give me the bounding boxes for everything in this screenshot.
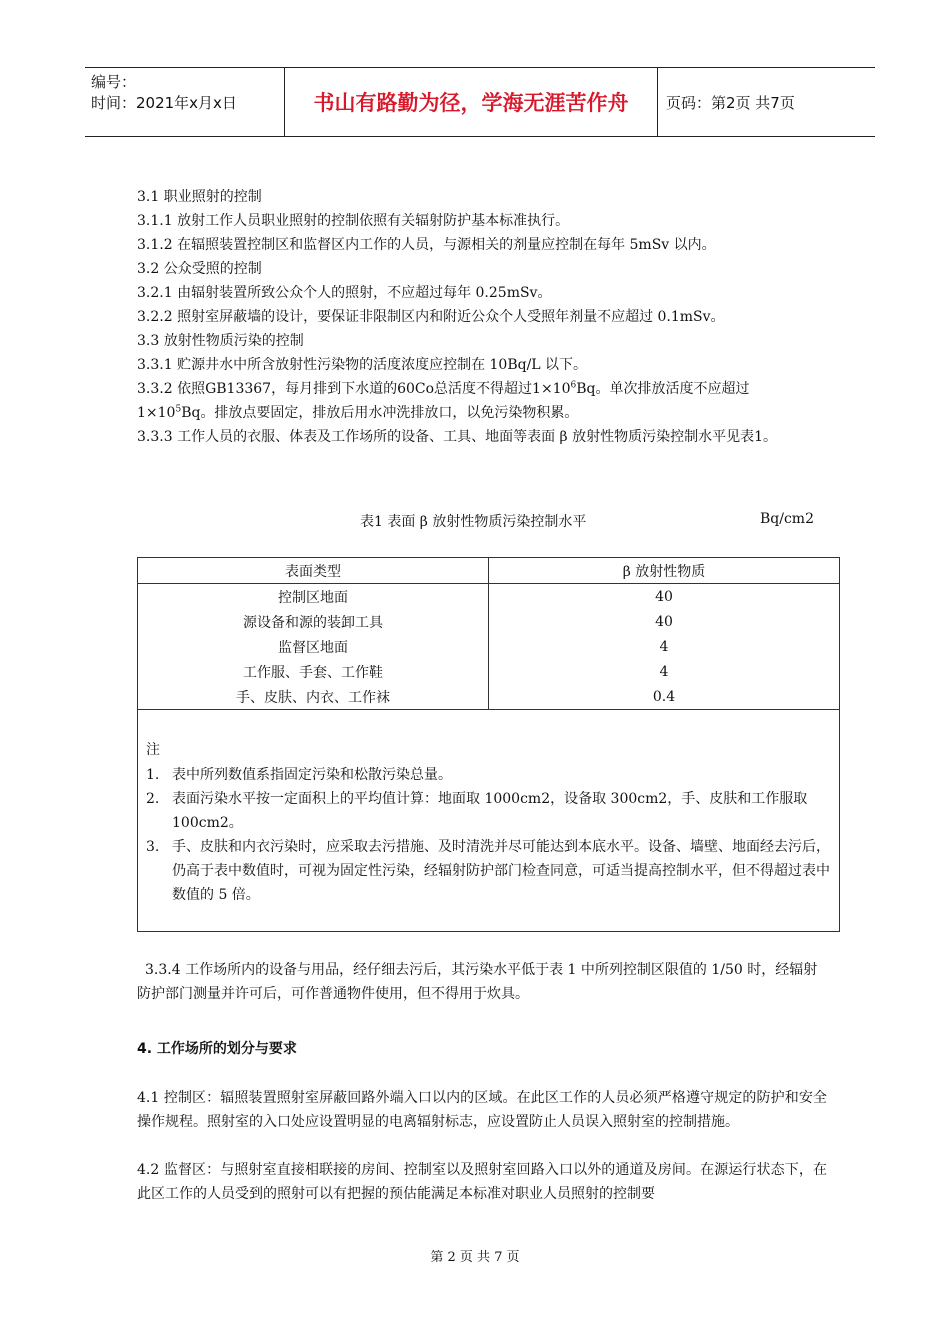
paragraph-3-3-2-part-a: 3.3.2 依照GB13367，每月排到下水道的60Co总活度不得超过1×10	[137, 381, 571, 397]
surface-cell: 源设备和源的装卸工具	[138, 609, 489, 634]
paragraph-3-3-2-part-d: Bq。排放点要固定，排放后用水冲洗排放口，以免污染物积累。	[181, 405, 579, 421]
value-cell: 4	[489, 634, 840, 659]
heading-3-3: 3.3 放射性物质污染的控制	[137, 333, 304, 349]
table-row	[138, 684, 840, 710]
notes-title: 注	[146, 742, 160, 758]
paragraph-3-2-1: 3.2.1 由辐射装置所致公众个人的照射，不应超过每年 0.25mSv。	[137, 285, 552, 301]
table-row	[138, 584, 840, 610]
paragraph-4-1: 4.1 控制区：辐照装置照射室屏蔽回路外端入口以内的区域。在此区工作的人员必须严格遵守规定的防护和安全操作规程。照射室的入口处应设置明显的电离辐射标志，应设置防止人员误入照射室的控制措施。	[137, 1090, 827, 1130]
header-motto: 书山有路勤为径，学海无涯苦作舟	[285, 68, 658, 136]
paragraph-3-3-2-part-c: 1×10	[137, 405, 176, 421]
heading-3-2: 3.2 公众受照的控制	[137, 261, 262, 277]
header-left-cell	[85, 68, 285, 136]
surface-cell: 监督区地面	[138, 634, 489, 659]
exponent-2: 5	[175, 404, 182, 415]
value-cell: 4	[489, 659, 840, 684]
table-notes-box	[137, 708, 840, 932]
page-header	[85, 67, 875, 137]
note-text: 表中所列数值系指固定污染和松散污染总量。	[172, 767, 452, 783]
table-1-caption: 表1 表面 β 放射性物质污染控制水平	[360, 514, 587, 530]
note-text: 表面污染水平按一定面积上的平均值计算：地面取 1000cm2，设备取 300cm2，手、皮肤和工作服取 100cm2。	[172, 791, 808, 831]
paragraph-4-2: 4.2 监督区：与照射室直接相联接的房间、控制室以及照射室回路入口以外的通道及房间。在源运行状态下，在此区工作的人员受到的照射可以有把握的预估能满足本标准对职业人员照射的控制要	[137, 1162, 827, 1202]
paragraph-3-3-4: 3.3.4 工作场所内的设备与用品，经仔细去污后，其污染水平低于表 1 中所列控制区限值的 1/50 时，经辐射防护部门测量并许可后，可作普通物件使用，但不得用于炊具。	[137, 962, 818, 1002]
value-cell: 40	[489, 609, 840, 634]
table-row	[138, 609, 840, 634]
column-header-beta: β 放射性物质	[489, 558, 840, 584]
page-footer: 第 2 页 共 7 页	[430, 1250, 520, 1265]
section-4-heading: 4. 工作场所的划分与要求	[137, 1041, 297, 1057]
column-header-surface: 表面类型	[138, 558, 489, 584]
document-time-label: 时间：2021年x月x日	[91, 94, 237, 112]
document-number-label: 编号：	[91, 73, 137, 91]
paragraph-3-3-2	[137, 377, 827, 425]
paragraph-3-3-3: 3.3.3 工作人员的衣服、体表及工作场所的设备、工具、地面等表面 β 放射性物质污染控制水平见表1。	[137, 429, 777, 445]
paragraph-3-3-2-part-b: Bq。单次排放活度不应超过	[576, 381, 750, 397]
value-cell: 0.4	[489, 684, 840, 710]
paragraph-3-3-1: 3.3.1 贮源井水中所含放射性污染物的活度浓度应控制在 10Bq/L 以下。	[137, 357, 588, 373]
note-number: 3.	[146, 839, 160, 855]
note-text: 手、皮肤和内衣污染时，应采取去污措施、及时清洗并尽可能达到本底水平。设备、墙壁、地面经去污后，仍高于表中数值时，可视为固定性污染，经辐射防护部门检查同意，可适当提高控制水平，但不得超过表中数值的 5 倍。	[172, 839, 830, 903]
table-row	[138, 634, 840, 659]
header-page-info: 页码：第2页 共7页	[666, 93, 795, 112]
paragraph-3-1-1: 3.1.1 放射工作人员职业照射的控制依照有关辐射防护基本标准执行。	[137, 213, 570, 229]
heading-3-1: 3.1 职业照射的控制	[137, 189, 262, 205]
table-1-unit: Bq/cm2	[760, 511, 814, 527]
note-item	[146, 787, 836, 835]
table-header-row	[138, 558, 840, 584]
surface-cell: 工作服、手套、工作鞋	[138, 659, 489, 684]
surface-cell: 控制区地面	[138, 584, 489, 610]
table-row	[138, 659, 840, 684]
value-cell: 40	[489, 584, 840, 610]
document-body	[137, 185, 827, 449]
paragraph-3-1-2: 3.1.2 在辐照装置控制区和监督区内工作的人员，与源相关的剂量应控制在每年 5mSv 以内。	[137, 237, 716, 253]
note-item	[146, 763, 836, 787]
note-number: 2.	[146, 791, 160, 807]
contamination-table	[137, 557, 840, 710]
note-item	[146, 835, 836, 907]
note-number: 1.	[146, 767, 160, 783]
surface-cell: 手、皮肤、内衣、工作袜	[138, 684, 489, 710]
paragraph-3-2-2: 3.2.2 照射室屏蔽墙的设计，要保证非限制区内和附近公众个人受照年剂量不应超过 0.1mSv。	[137, 309, 725, 325]
exponent-1: 6	[570, 380, 577, 391]
